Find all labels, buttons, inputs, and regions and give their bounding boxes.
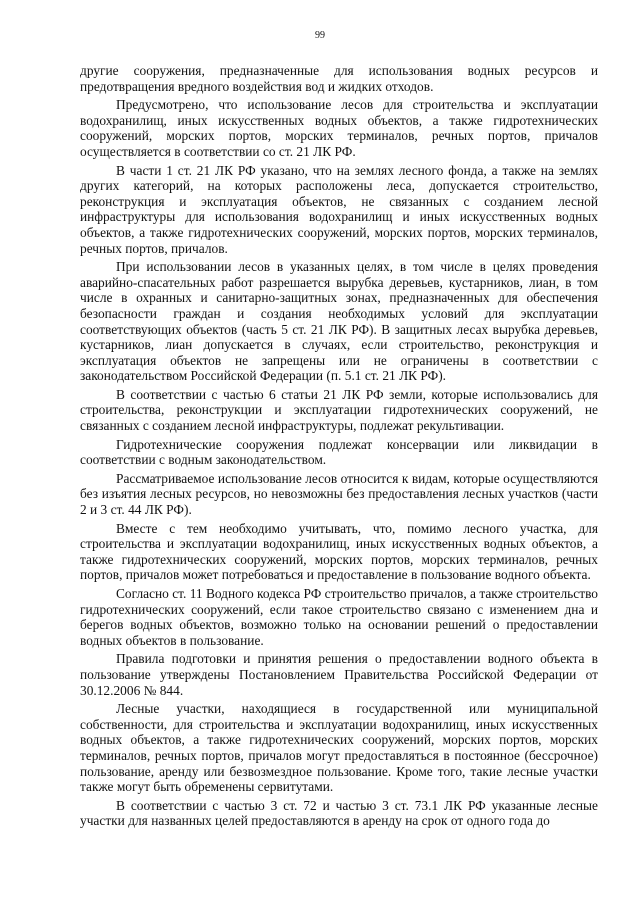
page-number: 99 [315, 30, 325, 41]
paragraph-7: Рассматриваемое использование лесов относится к видам, которые осуществляются без изъятия лесных ресурсов, но невозможны без предоставления лесных участков (части 2 и 3 ст. 44 ЛК РФ). [80, 470, 598, 518]
paragraph-2: Предусмотрено, что использование лесов для строительства и эксплуатации водохранилищ, иных искусственных водных объектов, а также гидротехнических сооружений, морских портов, морских терминалов, речных портов, причалов осуществляется в соответствии со ст. 21 ЛК РФ. [80, 97, 598, 159]
paragraph-6: Гидротехнические сооружения подлежат консервации или ликвидации в соответствии с водным законодательством. [80, 436, 598, 468]
paragraph-1: другие сооружения, предназначенные для использования водных ресурсов и предотвращения вредного воздействия вод и жидких отходов. [80, 63, 598, 94]
paragraph-8: Вместе с тем необходимо учитывать, что, помимо лесного участка, для строительства и эксплуатации водохранилищ, иных искусственных водных объектов, а также гидротехнических сооружений, морских портов, морских терминалов, речных портов, причалов может потребоваться и предоставление в пользование водного объекта. [80, 520, 598, 583]
paragraph-3: В части 1 ст. 21 ЛК РФ указано, что на землях лесного фонда, а также на землях других категорий, на которых расположены леса, допускается строительство, реконструкция и эксплуатация объектов, не связанных с созданием лесной инфраструктуры для использования водохранилищ и иных искусственных водных объектов, а также гидротехнических сооружений, морских портов, морских терминалов, речных портов, причалов. [80, 162, 598, 256]
paragraph-9: Согласно ст. 11 Водного кодекса РФ строительство причалов, а также строительство гидротехнических сооружений, если такое строительство связано с изменением дна и берегов водных объектов, возможно только на основании решений о предоставлении водных объектов в пользование. [80, 586, 598, 648]
paragraph-4: При использовании лесов в указанных целях, в том числе в целях проведения аварийно-спасательных работ разрешается вырубка деревьев, кустарников, лиан, в том числе в охранных и санитарно-защитных зонах, предназначенных для обеспечения безопасности граждан и создания необходимых условий для эксплуатации соответствующих объектов (часть 5 ст. 21 ЛК РФ). В защитных лесах вырубка деревьев, кустарников, лиан допускается в случаях, если строительство, реконструкция и эксплуатация объектов не запрещены или не ограничены в соответствии с законодательством Российской Федерации (п. 5.1 ст. 21 ЛК РФ). [80, 259, 598, 384]
paragraph-11: Лесные участки, находящиеся в государственной или муниципальной собственности, для строительства и эксплуатации водохранилищ, иных искусственных водных объектов, а также гидротехнических сооружений, морских портов, морских терминалов, речных портов, причалов могут предоставляться в постоянное (бессрочное) пользование, аренду или безвозмездное пользование. Кроме того, такие лесные участки также могут быть обременены сервитутами. [80, 701, 598, 795]
page-body [80, 63, 598, 829]
paragraph-5: В соответствии с частью 6 статьи 21 ЛК РФ земли, которые использовались для строительства, реконструкции и эксплуатации гидротехнических сооружений, не связанных с созданием лесной инфраструктуры, подлежат рекультивации. [80, 386, 598, 434]
paragraph-12: В соответствии с частью 3 ст. 72 и частью 3 ст. 73.1 ЛК РФ указанные лесные участки для названных целей предоставляются в аренду на срок от одного года до [80, 797, 598, 829]
paragraph-10: Правила подготовки и принятия решения о предоставлении водного объекта в пользование утверждены Постановлением Правительства Российской Федерации от 30.12.2006 № 844. [80, 651, 598, 698]
